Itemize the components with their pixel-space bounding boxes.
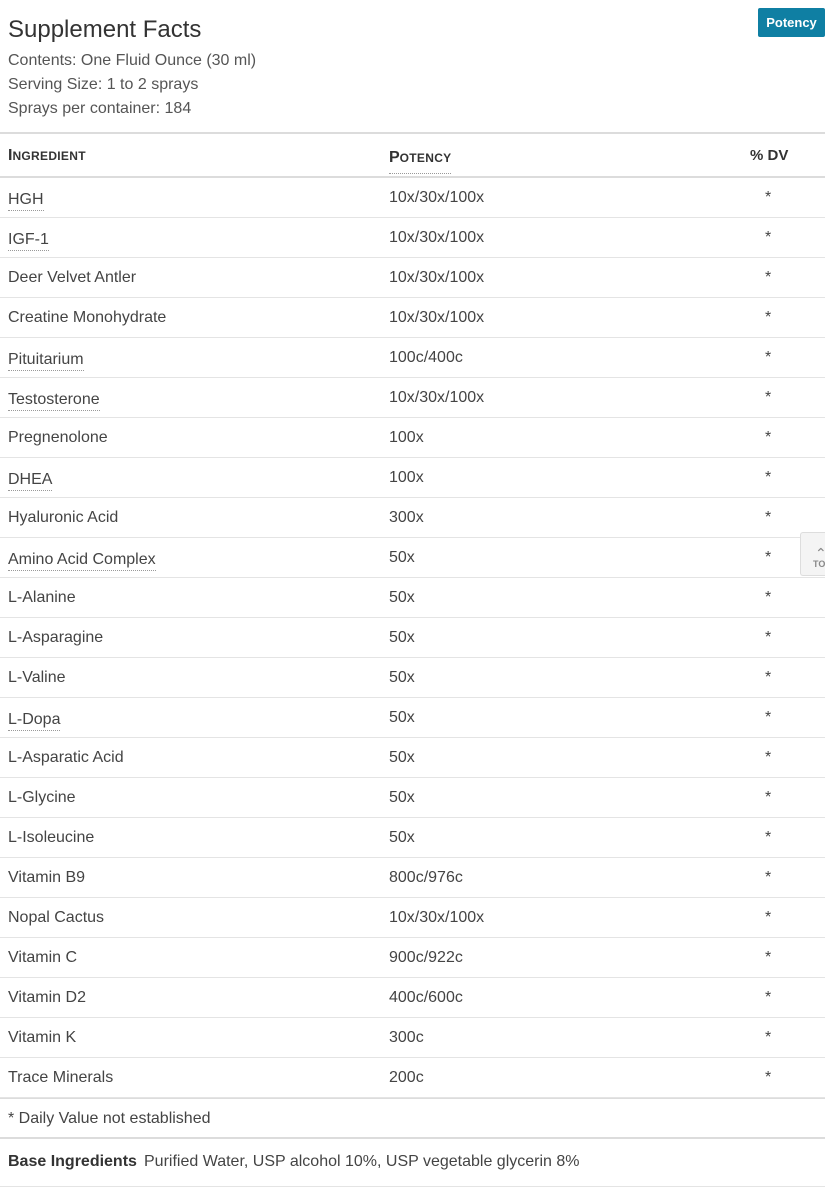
ingredient-dv: * <box>765 389 772 406</box>
ingredient-dv: * <box>765 509 772 526</box>
ingredient-potency: 50x <box>389 629 415 646</box>
sprays-per-container-text: Sprays per container: 184 <box>8 100 192 117</box>
table-row <box>0 658 825 698</box>
table-row <box>0 578 825 618</box>
ingredient-dv: * <box>765 949 772 966</box>
ingredient-name: Vitamin B9 <box>8 869 86 886</box>
column-header-potency[interactable]: POTENCY <box>389 138 451 174</box>
footnote-text: * Daily Value not established <box>8 1110 211 1127</box>
ingredient-potency: 50x <box>389 829 415 846</box>
ingredient-dv: * <box>765 349 772 366</box>
supplement-header <box>0 0 825 132</box>
table-row <box>0 538 825 578</box>
ingredient-dv: * <box>765 269 772 286</box>
table-row <box>0 738 825 778</box>
ingredient-dv: * <box>765 549 772 566</box>
ingredient-name: Hyaluronic Acid <box>8 509 119 526</box>
ingredient-potency: 100x <box>389 429 424 446</box>
ingredient-name: L-Glycine <box>8 789 76 806</box>
scroll-to-top-label: TO <box>813 559 826 569</box>
table-row <box>0 338 825 378</box>
ingredient-dv: * <box>765 869 772 886</box>
ingredient-name: Vitamin D2 <box>8 989 86 1006</box>
ingredient-dv: * <box>765 629 772 646</box>
ingredient-dv: * <box>765 749 772 766</box>
base-ingredients <box>0 1139 825 1187</box>
ingredient-name: Vitamin K <box>8 1029 77 1046</box>
scroll-to-top-button[interactable] <box>800 532 825 576</box>
ingredient-name: Pregnenolone <box>8 429 108 446</box>
ingredient-name[interactable]: Pituitarium <box>8 341 84 371</box>
table-row <box>0 978 825 1018</box>
table-row <box>0 1058 825 1098</box>
ingredient-potency: 50x <box>389 669 415 686</box>
table-row <box>0 618 825 658</box>
ingredient-name[interactable]: DHEA <box>8 461 52 491</box>
ingredient-dv: * <box>765 909 772 926</box>
ingredient-potency: 800c/976c <box>389 869 463 886</box>
ingredient-name: L-Asparatic Acid <box>8 749 124 766</box>
ingredient-dv: * <box>765 309 772 326</box>
contents-text: Contents: One Fluid Ounce (30 ml) <box>8 52 257 69</box>
ingredient-name: L-Alanine <box>8 589 76 606</box>
table-body <box>0 178 825 1098</box>
table-row <box>0 858 825 898</box>
serving-size-text: Serving Size: 1 to 2 sprays <box>8 76 199 93</box>
ingredient-potency: 50x <box>389 549 415 566</box>
ingredient-potency: 10x/30x/100x <box>389 909 485 926</box>
table-row <box>0 258 825 298</box>
ingredient-potency: 100x <box>389 469 424 486</box>
ingredient-potency: 10x/30x/100x <box>389 269 485 286</box>
page-title: Supplement Facts <box>8 16 202 43</box>
ingredient-dv: * <box>765 229 772 246</box>
ingredient-name[interactable]: IGF-1 <box>8 221 49 251</box>
ingredient-potency: 300x <box>389 509 424 526</box>
ingredient-dv: * <box>765 469 772 486</box>
ingredient-potency: 10x/30x/100x <box>389 309 485 326</box>
ingredient-name: L-Asparagine <box>8 629 104 646</box>
ingredient-name: Creatine Monohydrate <box>8 309 167 326</box>
table-row <box>0 498 825 538</box>
ingredient-name: Vitamin C <box>8 949 78 966</box>
ingredient-name: Trace Minerals <box>8 1069 114 1086</box>
ingredient-name[interactable]: HGH <box>8 181 44 211</box>
ingredient-dv: * <box>765 789 772 806</box>
ingredient-dv: * <box>765 709 772 726</box>
column-header-dv: % DV <box>750 147 789 164</box>
table-header <box>0 134 825 178</box>
table-row <box>0 218 825 258</box>
ingredient-potency: 900c/922c <box>389 949 463 966</box>
table-row <box>0 378 825 418</box>
ingredient-potency: 100c/400c <box>389 349 463 366</box>
chevron-up-icon: ⌃ <box>815 545 827 561</box>
ingredient-name[interactable]: Amino Acid Complex <box>8 541 156 571</box>
supplement-facts-table <box>0 132 825 1187</box>
ingredient-name[interactable]: L-Dopa <box>8 701 60 731</box>
ingredient-dv: * <box>765 429 772 446</box>
table-row <box>0 418 825 458</box>
ingredient-potency: 400c/600c <box>389 989 463 1006</box>
table-row <box>0 818 825 858</box>
ingredient-potency: 50x <box>389 789 415 806</box>
table-row <box>0 938 825 978</box>
ingredient-potency: 200c <box>389 1069 424 1086</box>
ingredient-name: L-Isoleucine <box>8 829 95 846</box>
ingredient-potency: 50x <box>389 709 415 726</box>
table-footnote <box>0 1098 825 1139</box>
ingredient-potency: 50x <box>389 589 415 606</box>
base-ingredients-value: Purified Water, USP alcohol 10%, USP vegetable glycerin 8% <box>144 1153 580 1170</box>
ingredient-dv: * <box>765 1069 772 1086</box>
ingredient-potency: 10x/30x/100x <box>389 189 485 206</box>
table-row <box>0 898 825 938</box>
table-row <box>0 298 825 338</box>
table-row <box>0 458 825 498</box>
ingredient-dv: * <box>765 669 772 686</box>
table-row <box>0 178 825 218</box>
ingredient-potency: 300c <box>389 1029 424 1046</box>
ingredient-dv: * <box>765 989 772 1006</box>
base-ingredients-label: Base Ingredients <box>8 1153 137 1170</box>
potency-button[interactable]: Potency <box>758 8 825 37</box>
table-row <box>0 1018 825 1058</box>
table-row <box>0 698 825 738</box>
ingredient-dv: * <box>765 829 772 846</box>
ingredient-potency: 50x <box>389 749 415 766</box>
table-row <box>0 778 825 818</box>
ingredient-name[interactable]: Testosterone <box>8 381 100 411</box>
ingredient-potency: 10x/30x/100x <box>389 389 485 406</box>
ingredient-name: Deer Velvet Antler <box>8 269 137 286</box>
ingredient-name: Nopal Cactus <box>8 909 105 926</box>
ingredient-dv: * <box>765 1029 772 1046</box>
column-header-ingredient: INGREDIENT <box>8 147 86 164</box>
ingredient-dv: * <box>765 589 772 606</box>
ingredient-potency: 10x/30x/100x <box>389 229 485 246</box>
ingredient-name: L-Valine <box>8 669 66 686</box>
ingredient-dv: * <box>765 189 772 206</box>
